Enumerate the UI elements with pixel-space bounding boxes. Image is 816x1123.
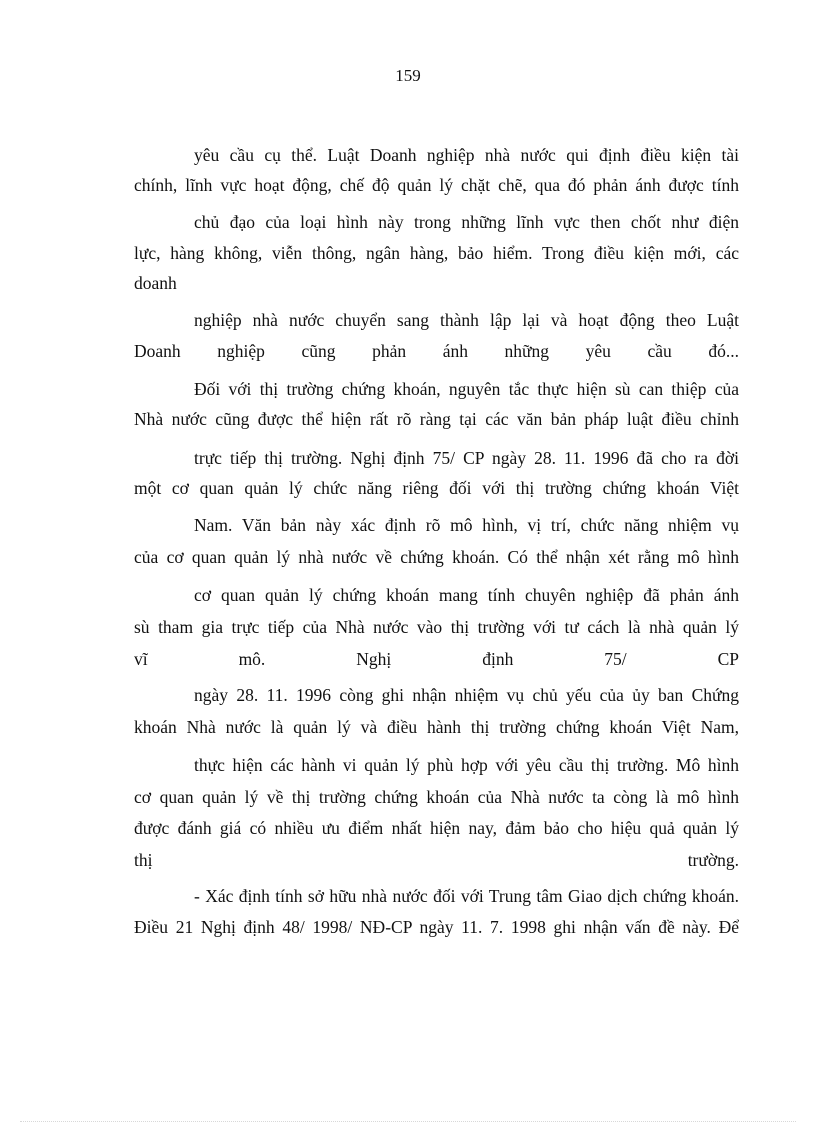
text-line: khoán Nhà nước là quản lý và điều hành thị trường chứng khoán Việt Nam, [134, 717, 739, 737]
text-line: chính, lĩnh vực hoạt động, chế độ quản lý chặt chẽ, qua đó phản ánh được tính [134, 175, 739, 195]
text-line: được đánh giá có nhiều ưu điểm nhất hiện nay, đảm bảo cho hiệu quả quản lý [134, 818, 739, 838]
text-line: Doanh nghiệp cũng phản ánh những yêu cầu đó... [134, 341, 739, 361]
text-line: cơ quan quản lý về thị trường chứng khoán của Nhà nước ta còng là mô hình [134, 787, 739, 807]
text-line: trực tiếp thị trường. Nghị định 75/ CP ngày 28. 11. 1996 đã cho ra đời [194, 448, 739, 468]
text-line: - Xác định tính sở hữu nhà nước đối với Trung tâm Giao dịch chứng khoán. [194, 886, 739, 906]
page-bottom-rule [20, 1121, 796, 1122]
text-line: ngày 28. 11. 1996 còng ghi nhận nhiệm vụ chủ yếu của ủy ban Chứng [194, 685, 739, 705]
text-line: một cơ quan quản lý chức năng riêng đối với thị trường chứng khoán Việt [134, 478, 739, 498]
text-line: thị trường. [134, 850, 739, 870]
text-line: vĩ mô. Nghị định 75/ CP [134, 649, 739, 669]
text-line: sù tham gia trực tiếp của Nhà nước vào thị trường với tư cách là nhà quản lý [134, 617, 739, 637]
text-line: lực, hàng không, viễn thông, ngân hàng, bảo hiểm. Trong điều kiện mới, các [134, 243, 739, 263]
text-line: doanh [134, 273, 177, 293]
text-line: Nam. Văn bản này xác định rõ mô hình, vị trí, chức năng nhiệm vụ [194, 515, 739, 535]
text-line: cơ quan quản lý chứng khoán mang tính chuyên nghiệp đã phản ánh [194, 585, 739, 605]
text-line: chủ đạo của loại hình này trong những lĩnh vực then chốt như điện [194, 212, 739, 232]
text-line: Điều 21 Nghị định 48/ 1998/ NĐ-CP ngày 11. 7. 1998 ghi nhận vấn đề này. Để [134, 917, 739, 937]
text-line: thực hiện các hành vi quản lý phù hợp với yêu cầu thị trường. Mô hình [194, 755, 739, 775]
page-number: 159 [395, 66, 421, 85]
text-line: Nhà nước cũng được thể hiện rất rõ ràng tại các văn bản pháp luật điều chỉnh [134, 409, 739, 429]
text-line: yêu cầu cụ thể. Luật Doanh nghiệp nhà nước qui định điều kiện tài [194, 145, 739, 165]
text-line: nghiệp nhà nước chuyển sang thành lập lại và hoạt động theo Luật [194, 310, 739, 330]
text-line: Đối với thị trường chứng khoán, nguyên tắc thực hiện sù can thiệp của [194, 379, 739, 399]
text-line: của cơ quan quản lý nhà nước về chứng khoán. Có thể nhận xét rằng mô hình [134, 547, 739, 567]
